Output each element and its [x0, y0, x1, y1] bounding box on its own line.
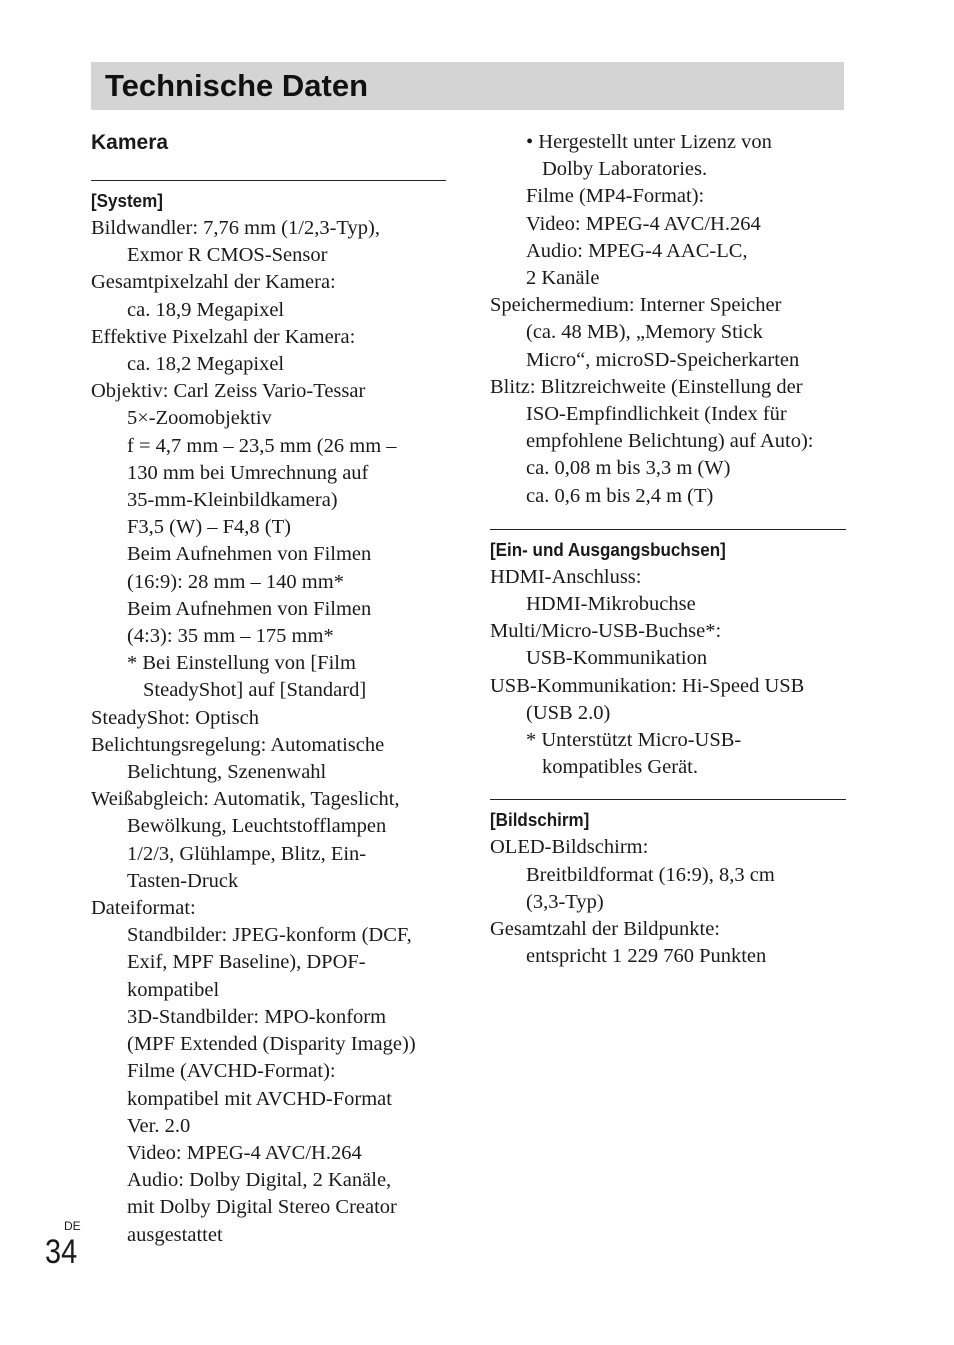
spec-line: Beim Aufnehmen von Filmen: [127, 597, 372, 620]
system-spec-list: [91, 215, 446, 1249]
spec-line: Tasten-Druck: [127, 869, 239, 892]
spec-line: ca. 0,08 m bis 3,3 m (W): [526, 457, 731, 480]
spec-line: Speichermedium: Interner Speicher: [490, 294, 782, 317]
spec-line: Bewölkung, Leuchtstofflampen: [127, 815, 387, 838]
spec-line: (MPF Extended (Disparity Image)): [127, 1033, 416, 1056]
right-column: [490, 126, 846, 970]
spec-line: USB-Kommunikation: [526, 647, 708, 670]
spec-line: Video: MPEG-4 AVC/H.264: [127, 1141, 362, 1164]
spec-line: (3,3-Typ): [526, 890, 604, 913]
spec-line: ca. 18,9 Megapixel: [127, 298, 285, 321]
spec-line: Video: MPEG-4 AVC/H.264: [526, 212, 761, 235]
page-title: Technische Daten: [105, 68, 369, 103]
spec-line: Filme (AVCHD-Format):: [127, 1060, 336, 1083]
spec-line: Ver. 2.0: [127, 1114, 191, 1137]
spec-line: Multi/Micro-USB-Buchse*:: [490, 620, 722, 643]
spec-line: empfohlene Belichtung) auf Auto):: [526, 430, 814, 453]
spec-line: 130 mm bei Umrechnung auf: [127, 461, 369, 484]
footnote-line: * Bei Einstellung von [Film: [127, 652, 356, 675]
spec-line: Micro“, microSD-Speicherkarten: [526, 348, 800, 371]
spec-line: entspricht 1 229 760 Punkten: [526, 945, 767, 968]
spec-line: Objektiv: Carl Zeiss Vario-Tessar: [91, 380, 366, 403]
spec-line: Audio: Dolby Digital, 2 Kanäle,: [127, 1169, 392, 1192]
spec-line: 2 Kanäle: [526, 267, 600, 290]
spec-line: SteadyShot: Optisch: [91, 706, 259, 729]
spec-line: mit Dolby Digital Stereo Creator: [127, 1196, 397, 1219]
spec-line: kompatibel: [127, 978, 220, 1001]
spec-line: Dateiformat:: [91, 897, 196, 920]
spec-line: ca. 0,6 m bis 2,4 m (T): [526, 484, 714, 507]
spec-line: Blitz: Blitzreichweite (Einstellung der: [490, 375, 803, 398]
section-heading-system: [System]: [91, 190, 163, 211]
title-bar: [91, 62, 844, 110]
bullet-line: • Hergestellt unter Lizenz von: [526, 131, 772, 153]
page-language-label: DE: [64, 1219, 81, 1233]
section-subtitle-kamera: Kamera: [91, 131, 169, 154]
page-number: 34: [45, 1233, 78, 1271]
spec-line: Standbilder: JPEG-konform (DCF,: [127, 924, 412, 947]
spec-line: F3,5 (W) – F4,8 (T): [127, 516, 291, 539]
spec-line: Gesamtzahl der Bildpunkte:: [490, 918, 720, 941]
spec-line: Breitbildformat (16:9), 8,3 cm: [526, 863, 775, 886]
spec-line: f = 4,7 mm – 23,5 mm (26 mm –: [127, 434, 397, 457]
io-spec-list: [490, 564, 846, 782]
spec-line: Weißabgleich: Automatik, Tageslicht,: [91, 788, 400, 811]
spec-line: Filme (MP4-Format):: [526, 185, 705, 208]
spec-line: 35-mm-Kleinbildkamera): [127, 489, 338, 512]
spec-line: Effektive Pixelzahl der Kamera:: [91, 325, 356, 348]
spec-line: (4:3): 35 mm – 175 mm*: [127, 625, 334, 648]
spec-line: 1/2/3, Glühlampe, Blitz, Ein-: [127, 842, 367, 865]
spec-line: 5×-Zoomobjektiv: [127, 407, 272, 430]
spec-line: Belichtungsregelung: Automatische: [91, 733, 385, 756]
spec-line: (USB 2.0): [526, 701, 611, 724]
spec-line: HDMI-Mikrobuchse: [526, 593, 696, 616]
bullet-line: Dolby Laboratories.: [542, 158, 708, 181]
spec-line: (ca. 48 MB), „Memory Stick: [526, 321, 763, 344]
left-column: [91, 126, 446, 1249]
spec-line: Exif, MPF Baseline), DPOF-: [127, 951, 366, 974]
spec-line: ca. 18,2 Megapixel: [127, 353, 285, 376]
spec-line: 3D-Standbilder: MPO-konform: [127, 1005, 387, 1028]
spec-line: kompatibel mit AVCHD-Format: [127, 1087, 392, 1110]
spec-line: Gesamtpixelzahl der Kamera:: [91, 271, 336, 294]
spec-line: Belichtung, Szenenwahl: [127, 761, 327, 784]
spec-line: USB-Kommunikation: Hi-Speed USB: [490, 674, 805, 697]
section-heading-io: [Ein- und Ausgangsbuchsen]: [490, 538, 726, 560]
spec-line: Bildwandler: 7,76 mm (1/2,3-Typ),: [91, 217, 380, 239]
spec-line: Audio: MPEG-4 AAC-LC,: [526, 239, 748, 262]
footnote-line: kompatibles Gerät.: [542, 756, 698, 779]
section-heading-screen: [Bildschirm]: [490, 809, 590, 831]
spec-line: Beim Aufnehmen von Filmen: [127, 543, 372, 566]
spec-line: ISO-Empfindlichkeit (Index für: [526, 403, 787, 426]
spec-line: (16:9): 28 mm – 140 mm*: [127, 570, 344, 593]
spec-line: HDMI-Anschluss:: [490, 565, 642, 588]
spec-line: ausgestattet: [127, 1223, 223, 1246]
screen-spec-list: [490, 834, 846, 970]
footnote-line: SteadyShot] auf [Standard]: [143, 679, 367, 702]
spec-line: Exmor R CMOS-Sensor: [127, 244, 328, 267]
system-spec-list-continued: [490, 129, 846, 510]
spec-line: OLED-Bildschirm:: [490, 836, 649, 859]
footnote-line: * Unterstützt Micro-USB-: [526, 729, 742, 752]
